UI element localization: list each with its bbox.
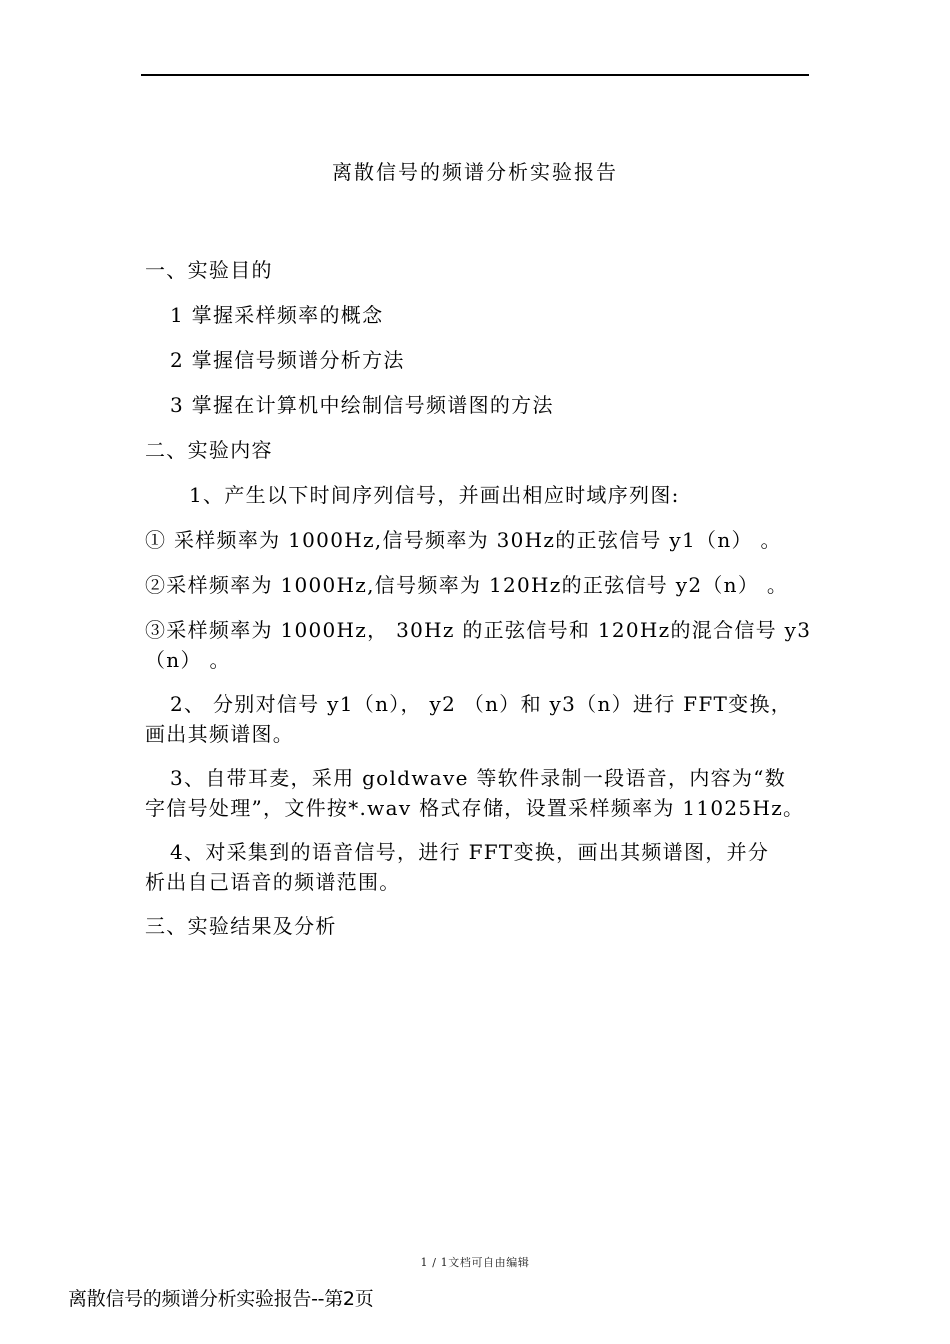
content-subitem-1: ① 采样频率为 1000Hz,信号频率为 30Hz的正弦信号 y1（n） 。 (145, 528, 782, 552)
content-subitem-3-line2: （n） 。 (145, 648, 231, 672)
section-heading-purpose: 一、实验目的 (145, 258, 273, 282)
content-item-1: 1、产生以下时间序列信号，并画出相应时域序列图: (189, 483, 680, 507)
document-title: 离散信号的频谱分析实验报告 (332, 160, 618, 184)
content-item-2-line2: 画出其频谱图。 (145, 722, 295, 746)
purpose-item-3: 3 掌握在计算机中绘制信号频谱图的方法 (170, 393, 554, 417)
page-caption: 离散信号的频谱分析实验报告--第2页 (68, 1288, 374, 1310)
content-subitem-3-line1: ③采样频率为 1000Hz， 30Hz 的正弦信号和 120Hz的混合信号 y3 (145, 618, 812, 642)
purpose-item-2: 2 掌握信号频谱分析方法 (170, 348, 405, 372)
content-item-4-line2: 析出自己语音的频谱范围。 (145, 870, 401, 894)
content-subitem-2: ②采样频率为 1000Hz,信号频率为 120Hz的正弦信号 y2（n） 。 (145, 573, 789, 597)
content-item-4-line1: 4、对采集到的语音信号，进行 FFT变换，画出其频谱图，并分 (170, 840, 770, 864)
section-heading-results: 三、实验结果及分析 (145, 914, 337, 938)
section-heading-content: 二、实验内容 (145, 438, 273, 462)
content-item-2-line1: 2、 分别对信号 y1（n）， y2 （n）和 y3（n）进行 FFT变换， (170, 692, 793, 716)
header-rule (141, 74, 809, 76)
content-item-3-line1: 3、自带耳麦，采用 goldwave 等软件录制一段语音，内容为“数 (170, 766, 787, 790)
purpose-item-1: 1 掌握采样频率的概念 (170, 303, 384, 327)
page-number-note: 1 / 1文档可自由编辑 (420, 1256, 530, 1269)
content-item-3-line2: 字信号处理”，文件按*.wav 格式存储，设置采样频率为 11025Hz。 (145, 796, 805, 820)
